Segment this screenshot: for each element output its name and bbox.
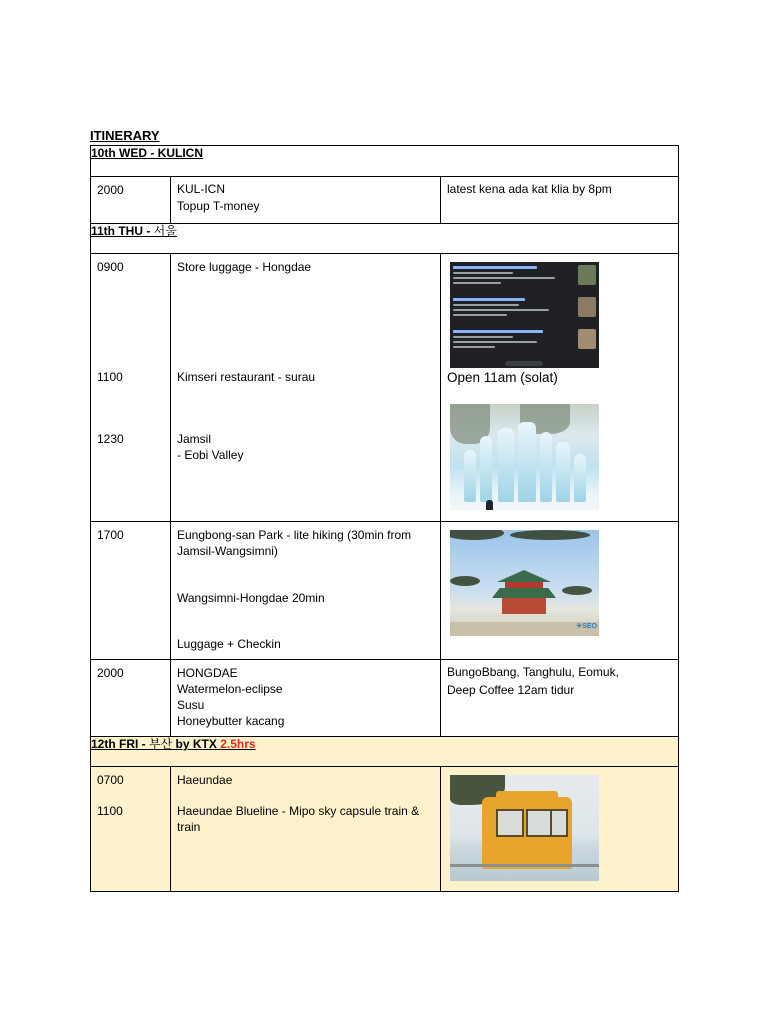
frozen-ice-waterfall-photo — [450, 404, 599, 510]
time-cell: 0700 — [97, 773, 124, 787]
schedule-row — [91, 767, 679, 892]
activity-text: Haeundae — [177, 773, 233, 787]
activity-text: Watermelon-eclipse — [177, 682, 283, 696]
activity-text: Haeundae Blueline - Mipo sky capsule train & — [177, 804, 420, 818]
activity-text: - Eobi Valley — [177, 448, 244, 462]
schedule-row — [91, 177, 679, 224]
activity-text: Store luggage - Hongdae — [177, 260, 312, 274]
schedule-row — [91, 660, 679, 737]
time-cell: 1100 — [97, 370, 123, 384]
duration-label: 2.5hrs — [220, 737, 256, 751]
activity-text: Luggage + Checkin — [177, 637, 281, 651]
day-header-thu — [91, 224, 679, 254]
activity-text: Susu — [177, 698, 205, 712]
activity-text: Wangsimni-Hongdae 20min — [177, 591, 325, 605]
activity-text: train — [177, 820, 201, 834]
activity-text: Eungbong-san Park - lite hiking (30min from — [177, 528, 412, 542]
day-title: 11th THU - 서울 — [91, 224, 177, 238]
time-cell: 1700 — [97, 528, 124, 542]
time-cell: 2000 — [97, 183, 124, 197]
day-header-fri — [91, 737, 679, 767]
itinerary-table — [90, 145, 679, 892]
time-cell: 1230 — [97, 432, 124, 446]
activity-text: Jamsil-Wangsimni) — [177, 544, 278, 558]
activity-text: HONGDAE — [177, 666, 238, 680]
note-text: Open 11am (solat) — [447, 370, 558, 385]
activity-text: Jamsil — [177, 432, 212, 446]
sky-capsule-train-photo — [450, 775, 599, 881]
schedule-row — [91, 522, 679, 660]
activity-text: Kimseri restaurant - surau — [177, 370, 316, 384]
time-cell: 1100 — [97, 804, 123, 818]
activity-text: Topup T-money — [177, 199, 260, 213]
day-title: 12th FRI - 부산 by KTX 2.5hrs — [91, 737, 256, 751]
note-text: latest kena ada kat klia by 8pm — [447, 182, 612, 196]
day-header-wed — [91, 146, 679, 177]
itinerary-heading: ITINERARY — [90, 128, 160, 143]
activity-text: KUL-ICN — [177, 182, 226, 196]
activity-text: Honeybutter kacang — [177, 714, 285, 728]
day-title: 10th WED - KULICN — [91, 146, 203, 160]
schedule-row — [91, 254, 679, 522]
pavilion-park-photo: ✈SEO — [450, 530, 599, 636]
note-text: Deep Coffee 12am tidur — [447, 683, 575, 697]
maps-listing-screenshot — [450, 262, 599, 368]
note-text: BungoBbang, Tanghulu, Eomuk, — [447, 665, 619, 679]
time-cell: 2000 — [97, 666, 124, 680]
time-cell: 0900 — [97, 260, 124, 274]
